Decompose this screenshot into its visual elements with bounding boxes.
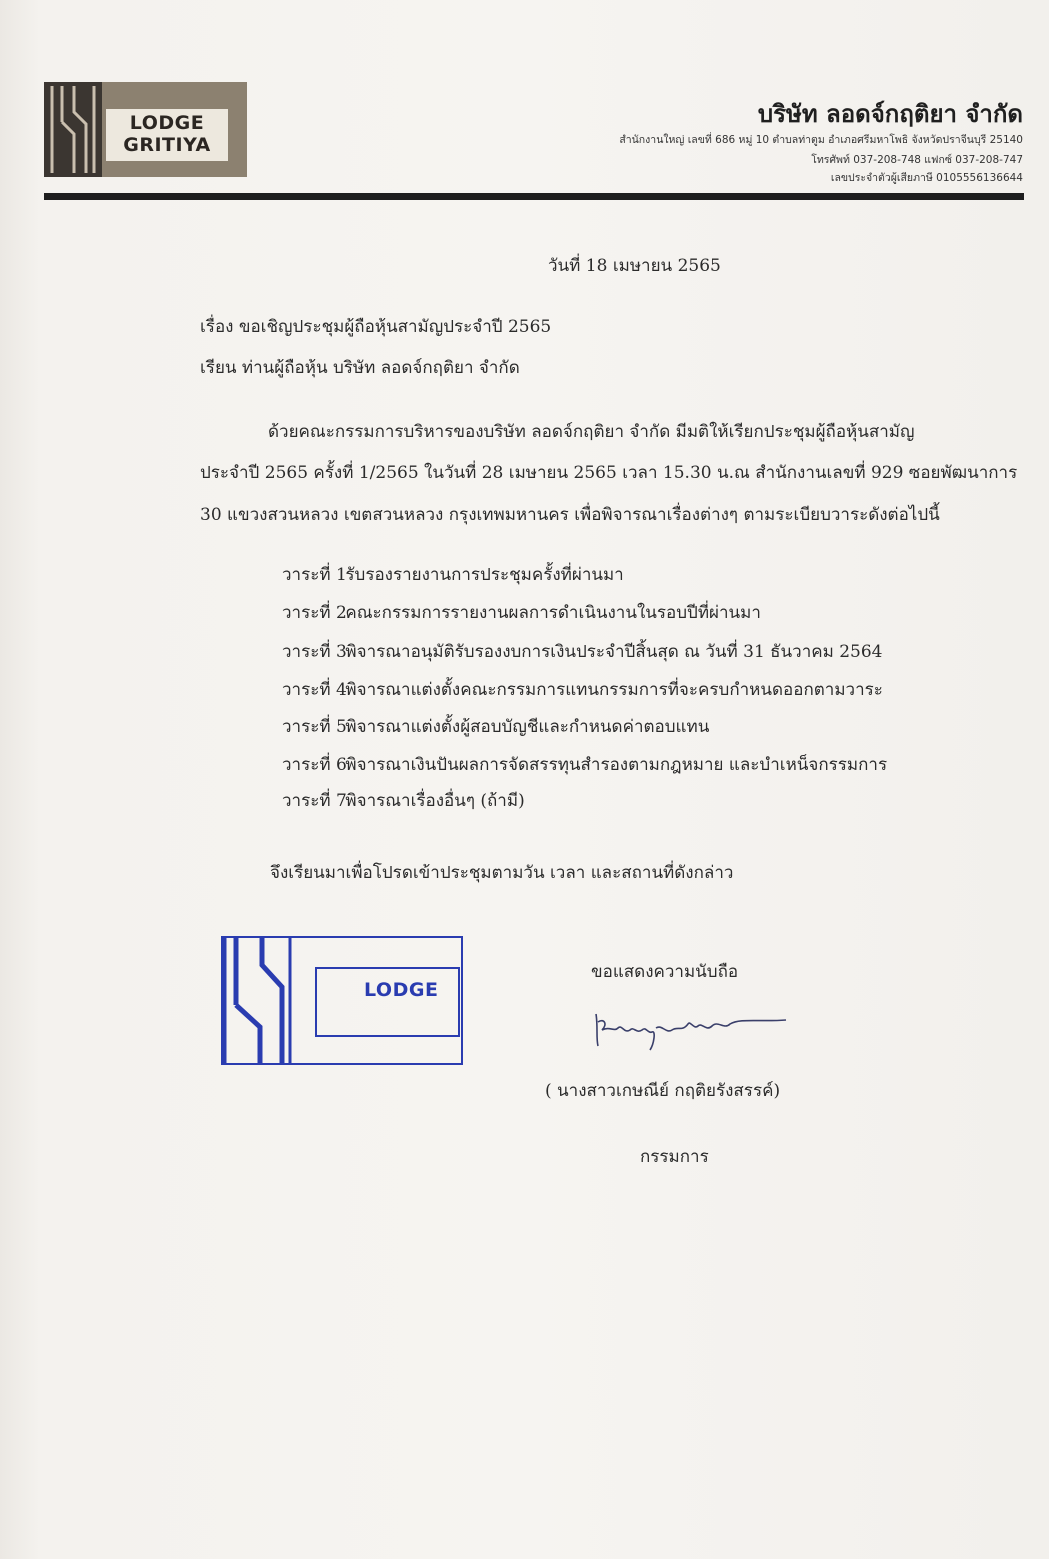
agenda-text: พิจารณาเรื่องอื่นๆ (ถ้ามี): [345, 791, 525, 811]
agenda-text: คณะกรรมการรายงานผลการดำเนินงานในรอบปีที่ผ่านมา: [345, 603, 761, 623]
body-line-2: ประจำปี 2565 ครั้งที่ 1/2565 ในวันที่ 28 เมษายน 2565 เวลา 15.30 น.ณ สำนักงานเลขที่ 929 ซอยพัฒนาการ: [200, 463, 1018, 483]
stamp-text: LODGE: [364, 979, 439, 1001]
company-logo: [44, 82, 247, 177]
agenda-text: พิจารณาเงินปันผลการจัดสรรทุนสำรองตามกฎหมาย และบำเหน็จกรรมการ: [345, 755, 888, 775]
header-rule: [44, 193, 1024, 200]
logo-text: [106, 112, 228, 156]
company-address: สำนักงานใหญ่ เลขที่ 686 หมู่ 10 ตำบลท่าตูม อำเภอศรีมหาโพธิ จังหวัดปราจีนบุรี 25140: [619, 134, 1023, 146]
body-line-3: 30 แขวงสวนหลวง เขตสวนหลวง กรุงเทพมหานคร เพื่อพิจารณาเรื่องต่างๆ ตามระเบียบวาระดังต่อไปนี้: [200, 505, 940, 525]
agenda-item-1: [282, 561, 624, 588]
agenda-label: วาระที่ 1: [282, 565, 347, 585]
agenda-label: วาระที่ 4: [282, 680, 347, 700]
agenda-text: พิจารณาแต่งตั้งผู้สอบบัญชีและกำหนดค่าตอบแทน: [345, 717, 710, 737]
signer-name: ( นางสาวเกษณีย์ กฤติยรังสรรค์): [545, 1081, 781, 1101]
company-phone: โทรศัพท์ 037-208-748 แฟกซ์ 037-208-747: [811, 154, 1023, 166]
agenda-item-7: [282, 787, 525, 814]
signature-icon: [590, 1004, 790, 1054]
company-name: บริษัท ลอดจ์กฤติยา จำกัด: [757, 100, 1023, 128]
agenda-label: วาระที่ 5: [282, 717, 347, 737]
letter-subject: เรื่อง ขอเชิญประชุมผู้ถือหุ้นสามัญประจำปี 2565: [200, 317, 552, 337]
agenda-text: รับรองรายงานการประชุมครั้งที่ผ่านมา: [345, 565, 624, 585]
agenda-label: วาระที่ 6: [282, 755, 347, 775]
agenda-item-4: [282, 676, 883, 703]
agenda-item-2: [282, 599, 761, 626]
agenda-item-5: [282, 713, 709, 740]
agenda-text: พิจารณาอนุมัติรับรองงบการเงินประจำปีสิ้นสุด ณ วันที่ 31 ธันวาคม 2564: [345, 642, 883, 662]
body-line-1: ด้วยคณะกรรมการบริหารของบริษัท ลอดจ์กฤติยา จำกัด มีมติให้เรียกประชุมผู้ถือหุ้นสามัญ: [268, 422, 915, 442]
letter-date: วันที่ 18 เมษายน 2565: [548, 256, 721, 276]
agenda-item-3: [282, 638, 883, 665]
regards-line: ขอแสดงความนับถือ: [591, 962, 739, 982]
company-tax-id: เลขประจำตัวผู้เสียภาษี 0105556136644: [830, 172, 1023, 184]
agenda-text: พิจารณาแต่งตั้งคณะกรรมการแทนกรรมการที่จะครบกำหนดออกตามวาระ: [345, 680, 883, 700]
letter-recipient: เรียน ท่านผู้ถือหุ้น บริษัท ลอดจ์กฤติยา จำกัด: [200, 358, 520, 378]
agenda-item-6: [282, 751, 887, 778]
closing-line: จึงเรียนมาเพื่อโปรดเข้าประชุมตามวัน เวลา และสถานที่ดังกล่าว: [270, 863, 734, 883]
logo-mark-icon: [44, 82, 102, 177]
logo-text-line2: GRITIYA: [123, 134, 211, 156]
logo-text-line1: LODGE: [129, 112, 205, 134]
agenda-label: วาระที่ 7: [282, 791, 347, 811]
agenda-label: วาระที่ 3: [282, 642, 347, 662]
agenda-label: วาระที่ 2: [282, 603, 347, 623]
signer-title: กรรมการ: [640, 1147, 709, 1167]
